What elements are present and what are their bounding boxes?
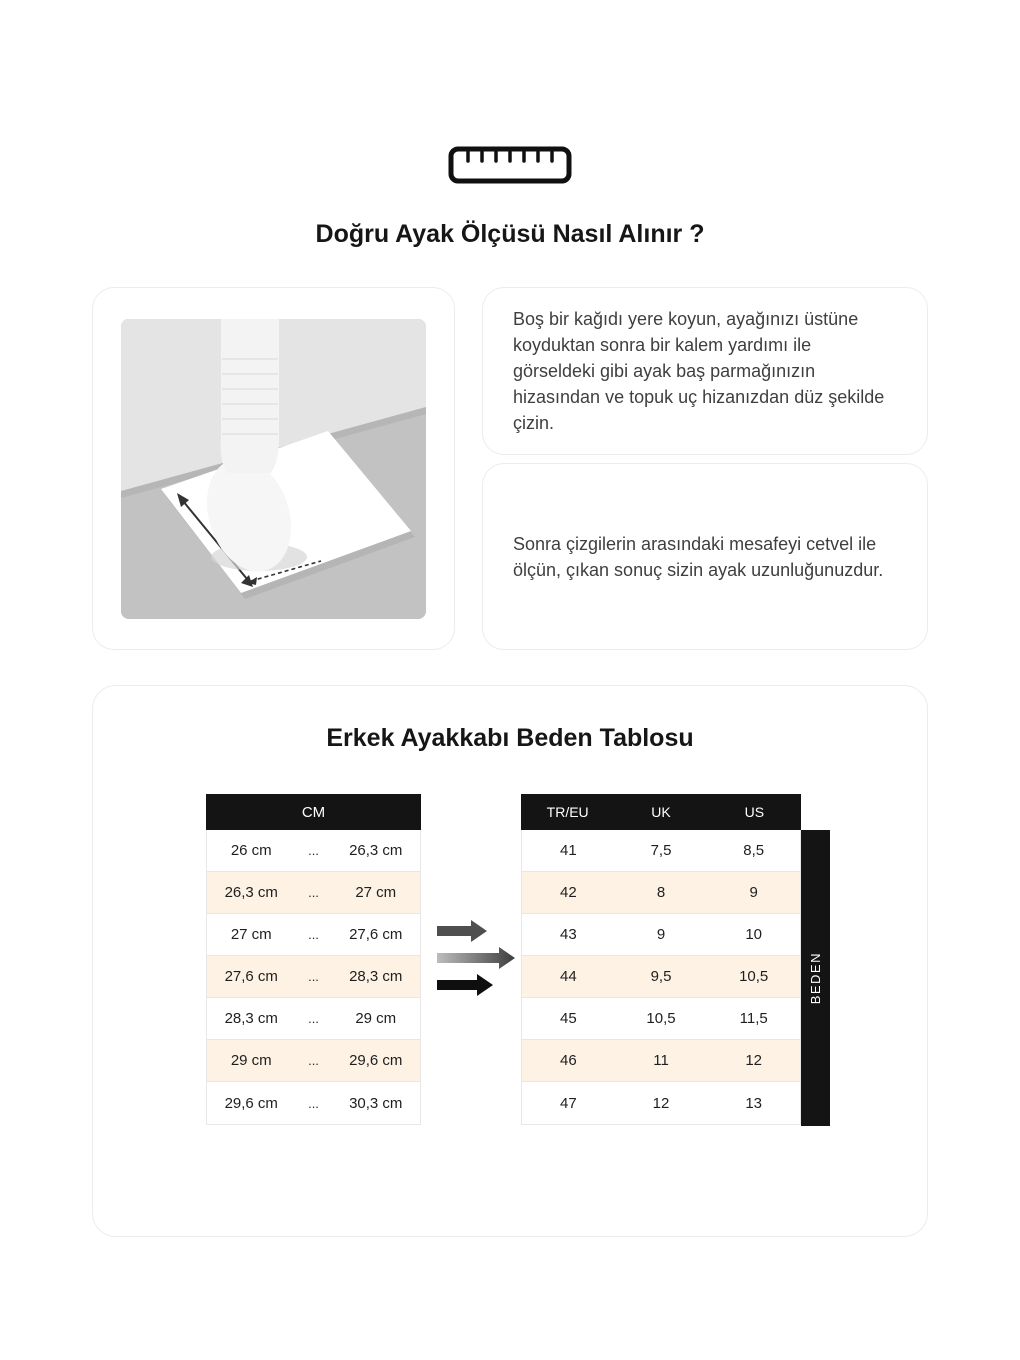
header-us: US [744, 804, 765, 820]
table-row: 26,3 cm ... 27 cm [207, 872, 420, 914]
header-uk: UK [651, 804, 671, 820]
conversion-arrows-icon [437, 919, 519, 1002]
table-row: 29,6 cm ... 30,3 cm [207, 1082, 420, 1124]
ruler-icon [0, 146, 1020, 184]
cm-table-header [206, 794, 421, 830]
table-row: 44 9,5 10,5 [522, 956, 800, 998]
foot-measure-photo [121, 319, 426, 619]
size-chart-card [92, 685, 928, 1237]
foot-measure-photo-card [92, 287, 455, 650]
table-row: 43 9 10 [522, 914, 800, 956]
header-tr-eu: TR/EU [546, 804, 589, 820]
beden-side-label [801, 830, 830, 1126]
table-row: 29 cm ... 29,6 cm [207, 1040, 420, 1082]
table-row: 26 cm ... 26,3 cm [207, 830, 420, 872]
size-table-body [521, 830, 801, 1125]
table-row: 47 12 13 [522, 1082, 800, 1124]
size-chart-title: Erkek Ayakkabı Beden Tablosu [326, 724, 694, 752]
table-row: 41 7,5 8,5 [522, 830, 800, 872]
table-row: 27 cm ... 27,6 cm [207, 914, 420, 956]
beden-label-text: BEDEN [808, 951, 823, 1005]
instruction-step-2-text: Sonra çizgilerin arasındaki mesafeyi cetvel ile ölçün, çıkan sonuç sizin ayak uzunluğunuzdur. [513, 533, 884, 580]
table-row: 45 10,5 11,5 [522, 998, 800, 1040]
table-row: 42 8 9 [522, 872, 800, 914]
instruction-step-1-text: Boş bir kağıdı yere koyun, ayağınızı üstüne koyduktan sonra bir kalem yardımı ile görseldeki gibi ayak baş parmağınızın hizasından ve topuk uç hizanızdan düz şekilde çizin. [513, 309, 885, 433]
cm-table [206, 794, 421, 1125]
table-row: 46 11 12 [522, 1040, 800, 1082]
instruction-step-1-card [482, 287, 928, 455]
cm-header-label: CM [301, 803, 326, 821]
instruction-step-2-card [482, 463, 928, 650]
size-table [521, 794, 801, 1125]
table-row: 27,6 cm ... 28,3 cm [207, 956, 420, 998]
table-row: 28,3 cm ... 29 cm [207, 998, 420, 1040]
size-table-header [521, 794, 801, 830]
page-title: Doğru Ayak Ölçüsü Nasıl Alınır ? [315, 220, 705, 248]
cm-table-body [206, 830, 421, 1125]
